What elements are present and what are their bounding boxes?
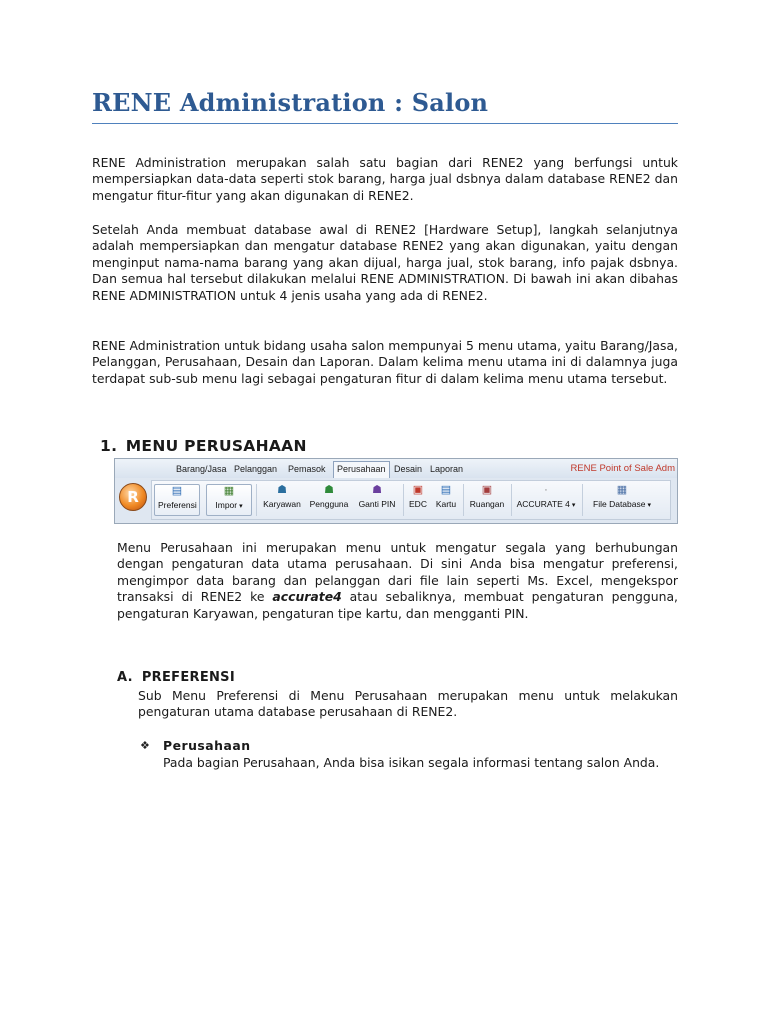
app-orb-button[interactable]: R <box>119 483 147 511</box>
accurate-button[interactable] <box>514 484 578 516</box>
ruangan-button[interactable] <box>467 484 507 516</box>
dropdown-caret-icon: ▾ <box>571 501 576 509</box>
edc-card-icon: ▣ <box>412 484 424 496</box>
preferences-icon: ▤ <box>171 485 183 497</box>
subsection-letter: A. <box>117 670 133 685</box>
pengguna-button[interactable] <box>307 484 351 516</box>
subsection-heading-preferensi <box>117 670 235 685</box>
database-file-icon: ▦ <box>616 484 628 496</box>
file-database-label: File Database <box>593 499 646 509</box>
section-number: 1. <box>100 437 118 455</box>
ribbon-separator <box>256 484 257 516</box>
kartu-button[interactable] <box>433 484 459 516</box>
room-icon: ▣ <box>481 484 493 496</box>
page-title: RENE Administration : Salon <box>92 88 489 117</box>
ribbon-button-panel <box>151 480 671 520</box>
section-title: MENU PERUSAHAAN <box>125 437 307 455</box>
pengguna-label: Pengguna <box>309 499 349 509</box>
karyawan-label: Karyawan <box>263 499 301 509</box>
dropdown-caret-icon: ▾ <box>239 502 243 510</box>
ruangan-label: Ruangan <box>469 499 505 509</box>
ribbon-toolbar-screenshot <box>114 458 678 524</box>
ganti-pin-button[interactable] <box>355 484 399 516</box>
accurate4-emphasis: accurate4 <box>272 589 342 605</box>
impor-button[interactable] <box>206 484 252 516</box>
intro-paragraph: RENE Administration merupakan salah satu bagian dari RENE2 yang berfungsi untuk mempersiapkan data-data seperti stok barang, harga jual dsbnya dalam database RENE2 dan mengatur fitur-fitur yang akan digunakan di RENE2. <box>92 155 678 203</box>
ribbon-separator <box>582 484 583 516</box>
card-icon: ▤ <box>440 484 452 496</box>
tab-perusahaan[interactable]: Perusahaan <box>333 461 390 478</box>
ribbon-separator <box>403 484 404 516</box>
diamond-bullet-icon: ❖ <box>140 739 150 752</box>
bullet-heading-perusahaan: Perusahaan <box>163 738 251 753</box>
ribbon-separator <box>463 484 464 516</box>
preferensi-label: Preferensi <box>158 500 197 510</box>
dropdown-caret-icon: ▾ <box>647 501 651 509</box>
users-icon: ☗ <box>324 484 334 496</box>
ribbon-separator <box>511 484 512 516</box>
tab-desain[interactable]: Desain <box>394 464 423 474</box>
accurate-icon: · <box>544 484 548 496</box>
app-brand-label: RENE Point of Sale Adm <box>570 463 675 474</box>
description-text: Menu Perusahaan ini merupakan menu untuk mengatur segala yang berhubungan dengan pengaturan data utama perusahaan. Di sini Anda bisa mengatur preferensi, mengimpor data barang dan pelanggan dari file lain seperti Ms. Excel, mengekspor transaksi di RENE2 ke <box>117 540 678 605</box>
file-database-button[interactable] <box>586 484 658 516</box>
preferensi-description: Sub Menu Preferensi di Menu Perusahaan merupakan menu untuk melakukan pengaturan utama database perusahaan di RENE2. <box>138 688 678 720</box>
impor-label: Impor <box>215 500 238 510</box>
tab-laporan[interactable]: Laporan <box>430 464 464 474</box>
karyawan-button[interactable] <box>259 484 305 516</box>
kartu-label: Kartu <box>435 499 457 509</box>
title-underline <box>92 123 678 124</box>
section-heading-menu-perusahaan <box>100 437 307 455</box>
description-text-end: atau sebaliknya, membuat pengaturan pengguna, pengaturan Karyawan, pengaturan tipe kartu, dan mengganti PIN. <box>117 589 678 621</box>
setup-paragraph: Setelah Anda membuat database awal di RENE2 [Hardware Setup], langkah selanjutnya adalah mempersiapkan dan mengatur database RENE2 yang akan digunakan, yaitu dengan menginput nama-nama barang yang akan dijual, harga jual, stok barang, info pajak dsbnya. Dan semua hal tersebut dilakukan melalui RENE ADMINISTRATION. Di bawah ini akan dibahas RENE ADMINISTRATION untuk 4 jenis usaha yang ada di RENE2. <box>92 222 678 303</box>
tab-pelanggan[interactable]: Pelanggan <box>234 464 278 474</box>
import-icon: ▦ <box>223 485 235 497</box>
preferensi-button[interactable] <box>154 484 200 516</box>
menu-perusahaan-description <box>117 540 678 622</box>
subsection-title: PREFERENSI <box>141 670 235 685</box>
employees-icon: ☗ <box>277 484 287 496</box>
tab-pemasok[interactable]: Pemasok <box>288 464 326 474</box>
menus-paragraph: RENE Administration untuk bidang usaha salon mempunyai 5 menu utama, yaitu Barang/Jasa, Pelanggan, Perusahaan, Desain dan Laporan. Dalam kelima menu utama ini di dalamnya juga terdapat sub-sub menu lagi sebagai pengaturan fitur di dalam kelima menu utama tersebut. <box>92 338 678 386</box>
ganti-pin-label: Ganti PIN <box>358 499 396 509</box>
edc-label: EDC <box>409 499 427 509</box>
ribbon-tab-bar <box>115 459 677 478</box>
change-pin-icon: ☗ <box>372 484 382 496</box>
accurate-label: ACCURATE 4 <box>516 499 570 509</box>
tab-barang-jasa[interactable]: Barang/Jasa <box>176 464 227 474</box>
perusahaan-description: Pada bagian Perusahaan, Anda bisa isikan segala informasi tentang salon Anda. <box>163 755 660 770</box>
edc-button[interactable] <box>407 484 429 516</box>
